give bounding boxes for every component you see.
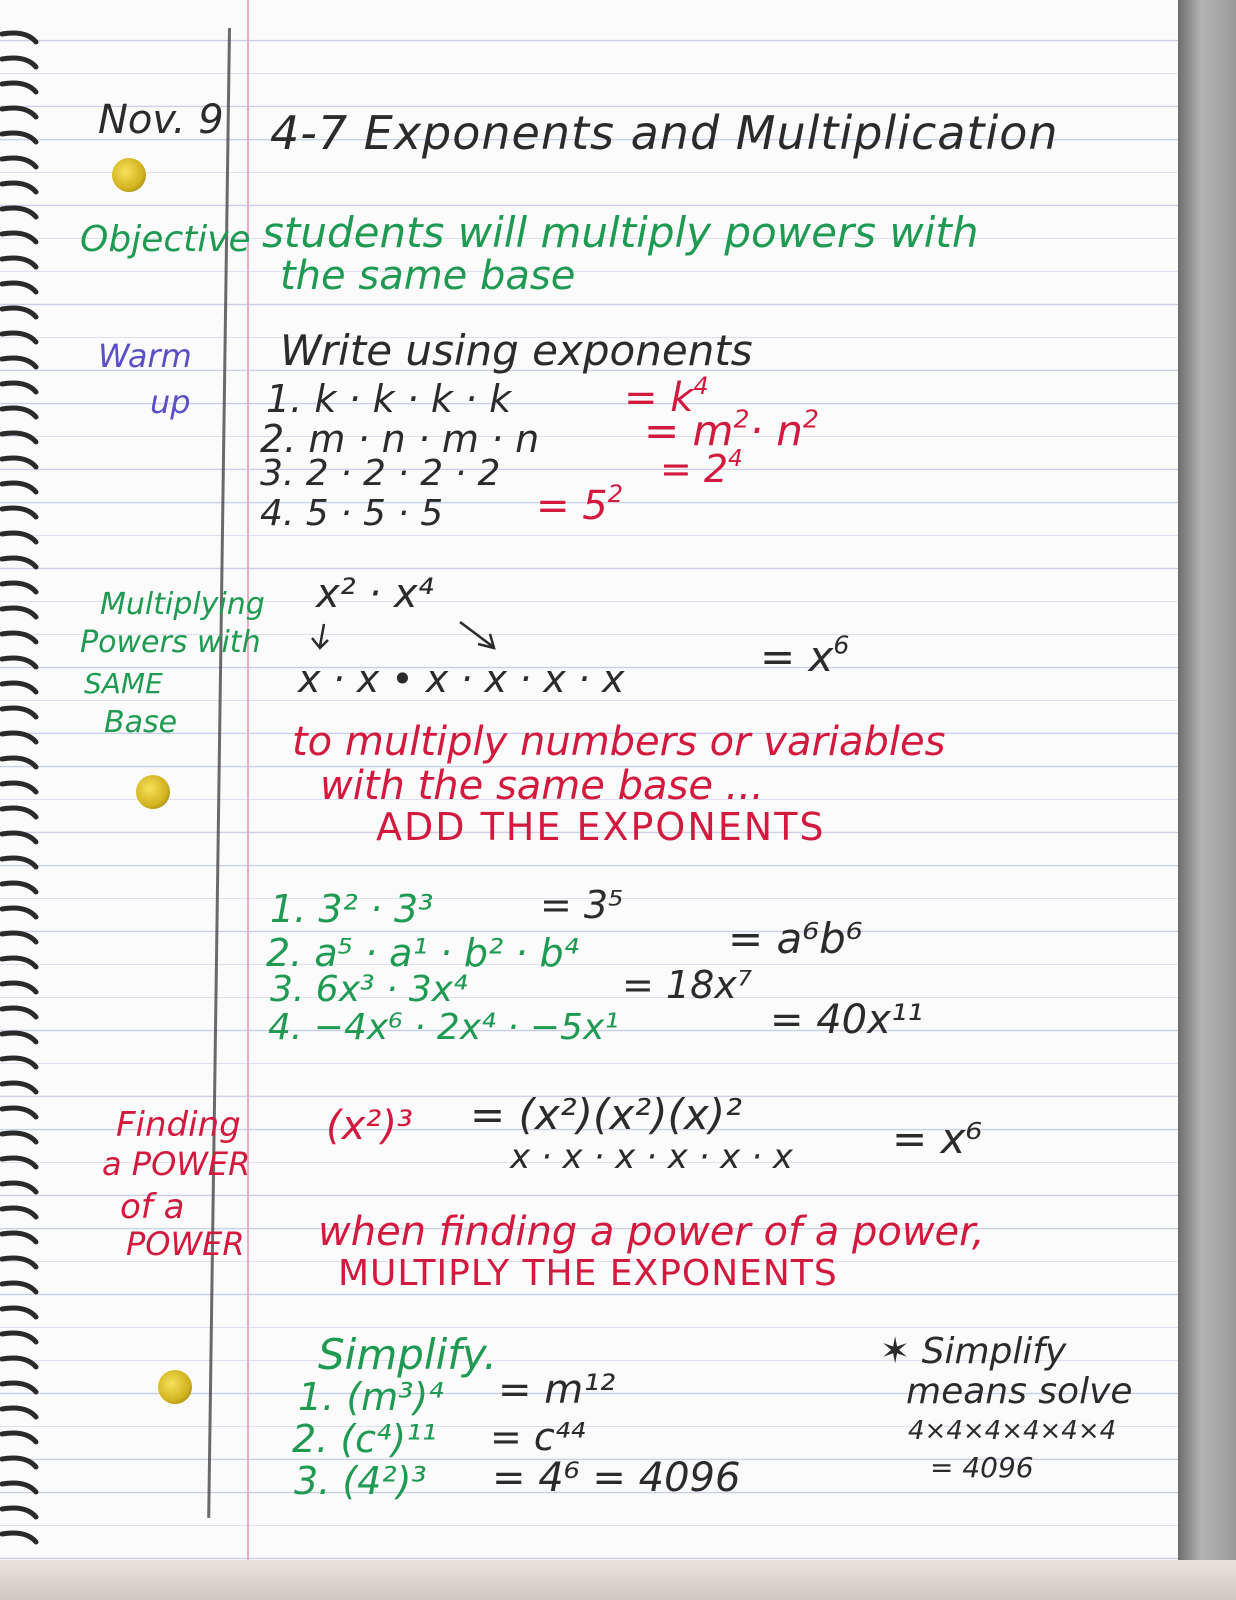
label-same: SAME [84, 667, 163, 700]
warmup-answer-4: = $5^2$ [536, 480, 623, 529]
simplify-answer-3: = 4⁶ = 4096 [492, 1455, 741, 1501]
mult-example-result: = $x^6$ [760, 630, 850, 681]
power-example-result: = x⁶ [892, 1114, 983, 1163]
warmup-answer-3: = $2^4$ [660, 446, 743, 491]
power-example-left: (x²)³ [326, 1103, 413, 1149]
rule-multiply-line-2: MULTIPLY THE EXPONENTS [338, 1253, 838, 1294]
label-warm: Warm [98, 337, 192, 375]
punch-hole-top [112, 158, 146, 192]
label-multiplying: Multiplying [100, 587, 265, 622]
practice-item-1: 1. 3² · 3³ [270, 887, 434, 931]
note-line-4: = 4096 [930, 1451, 1034, 1484]
simplify-answer-1: = m¹² [498, 1367, 616, 1413]
page-title: 4-7 Exponents and Multiplication [270, 106, 1059, 160]
note-line-2: means solve [906, 1371, 1133, 1412]
practice-answer-1: = 3⁵ [540, 883, 624, 927]
label-up: up [150, 383, 191, 421]
date: Nov. 9 [98, 97, 224, 143]
rule-add-line-1: to multiply numbers or variables [292, 719, 946, 765]
mult-example-expanded: x · x • x · x · x · x [298, 657, 625, 701]
warmup-item-3: 3. 2 · 2 · 2 · 2 [260, 453, 501, 494]
label-of-a: of a [120, 1187, 185, 1227]
practice-item-3: 3. 6x³ · 3x⁴ [270, 969, 468, 1010]
punch-hole-bottom [158, 1370, 192, 1404]
simplify-item-1: 1. (m³)⁴ [298, 1375, 444, 1419]
label-objective: Objective [80, 219, 251, 260]
label-finding: Finding [116, 1105, 241, 1145]
page-bottom-edge [0, 1560, 1236, 1600]
mult-example-top: x² · x⁴ [316, 571, 434, 617]
practice-item-2: 2. a⁵ · a¹ · b² · b⁴ [266, 931, 579, 975]
warmup-answer-2: = $m^2\cdot n^2$ [644, 404, 819, 455]
punch-hole-middle [136, 775, 170, 809]
simplify-answer-2: = c⁴⁴ [490, 1415, 586, 1459]
note-line-3: 4×4×4×4×4×4 [908, 1416, 1117, 1446]
simplify-item-3: 3. (4²)³ [294, 1459, 427, 1503]
practice-answer-2: = a⁶b⁶ [728, 914, 863, 963]
power-example-middle: = (x²)(x²)(x)² [470, 1090, 742, 1139]
label-power: POWER [126, 1225, 245, 1263]
label-base: Base [104, 705, 178, 740]
power-example-expanded: x · x · x · x · x · x [510, 1137, 793, 1177]
warmup-item-1: 1. k · k · k · k [266, 377, 512, 421]
rule-add-line-2: with the same base ... [320, 763, 764, 809]
objective-line-2: the same base [280, 253, 576, 299]
warmup-item-2: 2. m · n · m · n [260, 417, 540, 461]
note-line-1: ✶ Simplify [880, 1331, 1067, 1372]
warmup-item-4: 4. 5 · 5 · 5 [260, 493, 444, 534]
practice-answer-4: = 40x¹¹ [770, 997, 923, 1043]
warmup-heading: Write using exponents [280, 326, 753, 375]
label-powers-with: Powers with [80, 625, 261, 660]
practice-item-4: 4. −4x⁶ · 2x⁴ · −5x¹ [268, 1007, 619, 1048]
rule-add-line-3: ADD THE EXPONENTS [376, 805, 826, 849]
simplify-heading: Simplify. [318, 1330, 497, 1379]
warmup-answer-1: = $k^4$ [624, 372, 709, 421]
objective-line-1: students will multiply powers with [262, 208, 979, 257]
label-a-power: a POWER [102, 1145, 251, 1183]
practice-answer-3: = 18x⁷ [622, 963, 752, 1007]
rule-multiply-line-1: when finding a power of a power, [318, 1209, 985, 1255]
mult-example-arrows [300, 620, 520, 660]
simplify-item-2: 2. (c⁴)¹¹ [292, 1417, 437, 1461]
spiral-binding [0, 0, 48, 1575]
page-edge-shadow [1178, 0, 1236, 1600]
